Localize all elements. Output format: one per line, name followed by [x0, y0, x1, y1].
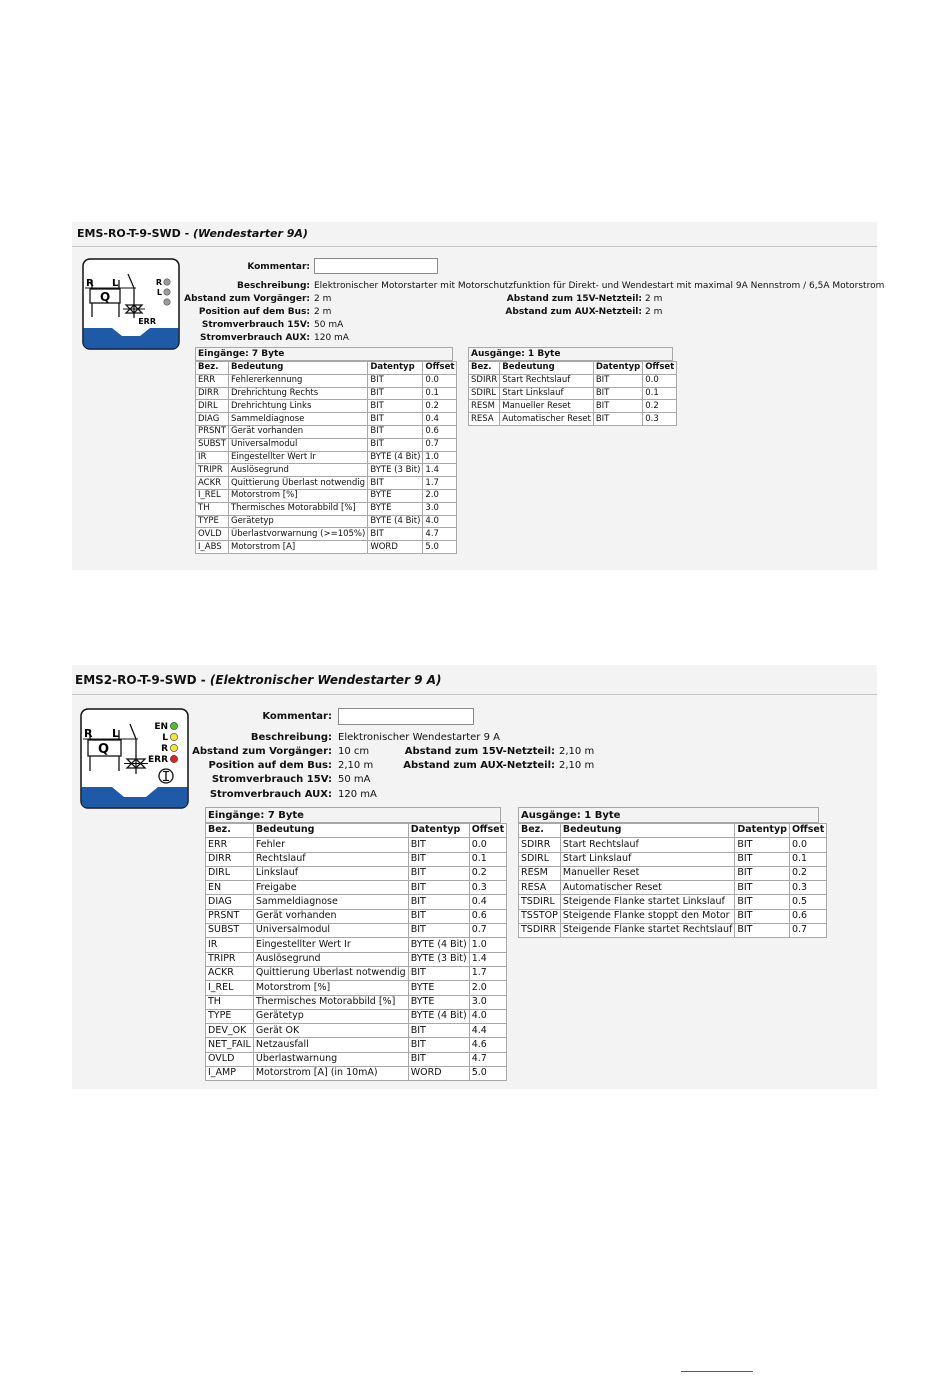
- datentyp-cell: BYTE (3 Bit): [368, 464, 423, 477]
- datentyp-cell: BIT: [408, 1052, 469, 1066]
- table-row: [469, 400, 677, 413]
- svg-text:L: L: [112, 727, 120, 740]
- datentyp-cell: BIT: [368, 528, 423, 541]
- bedeutung-cell: Automatischer Reset: [560, 881, 734, 895]
- strom-aux-value: 120 mA: [314, 333, 349, 343]
- bez-cell: TYPE: [196, 515, 229, 528]
- col-bez-header: Bez.: [519, 824, 561, 838]
- datentyp-cell: BIT: [368, 413, 423, 426]
- col-bedeutung-header: Bedeutung: [500, 362, 594, 375]
- col-bedeutung-header: Bedeutung: [560, 824, 734, 838]
- bedeutung-cell: Gerätetyp: [253, 1009, 408, 1023]
- datentyp-cell: WORD: [408, 1067, 469, 1081]
- bez-cell: EN: [206, 881, 254, 895]
- outputs-caption: Ausgänge: 1 Byte: [468, 347, 673, 361]
- bedeutung-cell: Thermisches Motorabbild [%]: [228, 502, 367, 515]
- datentyp-cell: BYTE: [368, 502, 423, 515]
- module-panel-ems-ro: EMS-RO-T-9-SWD - (Wendestarter 9A) R L Q ERR R L Kommentar: Beschreibung: Elektronischer Motorstarter mit Motorschutzfunktion für Direkt- und Wendestart mit maximal 9A Nennstrom / 6,5A Motorstrom Abstand zum Vorgänger: 2 m Position auf dem Bus: 2 m Stromverbrauch 15V: 50 mA Stromverbrauch AUX: 120 mA Abstand zum 15V-Netzteil: 2 m Abstand zum AUX-Netzteil: 2 m Eingänge: 7 Byte Bez. Bedeutung Datentyp Offset ERR Fehlererkennung BIT 0.0 DIRR Drehrichtung Rechts BIT 0.1 DIRL Drehrichtung Links BIT 0.2 DIAG Sammeldiagnose BIT 0.4 PRSNT Gerät vorhanden BIT 0.6 SUBST Universalmodul BIT 0.7 IR Eingestellter Wert Ir BYTE (4 Bit) 1.0 TRIPR Auslösegrund BYTE (3 Bit) 1.4 ACKR Quittierung Überlast notwendig BIT 1.7 I_REL Motorstrom [%] BYTE 2.0 TH Thermisches Motorabbild [%] BYTE 3.0 TYPE Gerätetyp BYTE (4 Bit) 4.0 OVLD Überlastvorwarnung (>=105%) BIT 4.7 I_ABS Motorstrom [A] WORD 5.0 Ausgänge: 1 Byte Bez. Bedeutung Datentyp Offset SDIRR Start Rechtslauf BIT 0.0 SDIRL Start Linkslauf BIT 0.1 RESM Manueller Reset BIT 0.2 RESA Automatischer Reset BIT 0.3: [72, 222, 877, 570]
- offset-cell: 0.5: [789, 895, 826, 909]
- bedeutung-cell: Netzausfall: [253, 1038, 408, 1052]
- bez-cell: NET_FAIL: [206, 1038, 254, 1052]
- table-row: [519, 838, 827, 852]
- kommentar-input[interactable]: [338, 708, 474, 725]
- datentyp-cell: BYTE (4 Bit): [368, 451, 423, 464]
- svg-text:Q: Q: [98, 742, 110, 757]
- col-bez-header: Bez.: [206, 824, 254, 838]
- datentyp-cell: BIT: [735, 838, 790, 852]
- module-name: EMS2-RO-T-9-SWD: [75, 673, 197, 687]
- title-separator: -: [180, 227, 194, 240]
- table-row: [196, 451, 457, 464]
- datentyp-cell: BIT: [368, 400, 423, 413]
- datentyp-cell: BIT: [408, 852, 469, 866]
- bez-cell: TH: [196, 502, 229, 515]
- datentyp-cell: BYTE: [408, 995, 469, 1009]
- bedeutung-cell: Motorstrom [A]: [228, 541, 367, 554]
- offset-cell: 1.4: [423, 464, 457, 477]
- module-title: [75, 673, 441, 687]
- bedeutung-cell: Manueller Reset: [560, 866, 734, 880]
- module-panel-ems2-ro: EMS2-RO-T-9-SWD - (Elektronischer Wendestarter 9 A) R L Q EN L R ERR Kommentar: Beschreibung: Elektronischer Wendestarter 9 A Abstand zum Vorgänger: 10 cm Position auf dem Bus: 2,10 m Stromverbrauch 15V: 50 mA Stromverbrauch AUX: 120 mA Abstand zum 15V-Netzteil: 2,10 m Abstand zum AUX-Netzteil: 2,10 m Eingänge: 7 Byte Bez. Bedeutung Datentyp Offset ERR Fehler BIT 0.0 DIRR Rechtslauf BIT 0.1 DIRL Linkslauf BIT 0.2 EN Freigabe BIT 0.3 DIAG Sammeldiagnose BIT 0.4 PRSNT Gerät vorhanden BIT 0.6 SUBST Universalmodul BIT 0.7 IR Eingestellter Wert Ir BYTE (4 Bit) 1.0 TRIPR Auslösegrund BYTE (3 Bit) 1.4 ACKR Quittierung Überlast notwendig BIT 1.7 I_REL Motorstrom [%] BYTE 2.0 TH Thermisches Motorabbild [%] BYTE 3.0 TYPE Gerätetyp BYTE (4 Bit) 4.0 DEV_OK Gerät OK BIT 4.4 NET_FAIL Netzausfall BIT 4.6 OVLD Überlastwarnung BIT 4.7 I_AMP Motorstrom [A] (in 10mA) WORD 5.0 Ausgänge: 1 Byte Bez. Bedeutung Datentyp Offset SDIRR Start Rechtslauf BIT 0.0 SDIRL Start Linkslauf BIT 0.1 RESM Manueller Reset BIT 0.2 RESA Automatischer Reset BIT 0.3 TSDIRL Steigende Flanke startet Linkslauf BIT 0.5 TSSTOP Steigende Flanke stoppt den Motor BIT 0.6 TSDIRR Steigende Flanke startet Rechtslauf BIT 0.7: [72, 665, 877, 1089]
- offset-cell: 4.0: [423, 515, 457, 528]
- bedeutung-cell: Quittierung Überlast notwendig: [228, 477, 367, 490]
- table-row: [206, 881, 507, 895]
- offset-cell: 0.7: [789, 924, 826, 938]
- svg-text:R: R: [84, 727, 93, 740]
- datentyp-cell: BIT: [408, 924, 469, 938]
- motor-starter-reversing-icon: [80, 708, 189, 809]
- table-row: [196, 374, 457, 387]
- bedeutung-cell: Motorstrom [A] (in 10mA): [253, 1067, 408, 1081]
- offset-cell: 5.0: [469, 1067, 506, 1081]
- offset-cell: 4.7: [469, 1052, 506, 1066]
- bez-cell: OVLD: [206, 1052, 254, 1066]
- offset-cell: 0.7: [469, 924, 506, 938]
- table-row: [196, 489, 457, 502]
- offset-cell: 0.0: [469, 838, 506, 852]
- datentyp-cell: BIT: [408, 966, 469, 980]
- bez-cell: DIAG: [196, 413, 229, 426]
- datentyp-cell: BYTE (3 Bit): [408, 952, 469, 966]
- position-bus-value: 2 m: [314, 307, 332, 317]
- col-bez-header: Bez.: [196, 362, 229, 375]
- datentyp-cell: BIT: [368, 425, 423, 438]
- datentyp-cell: BIT: [408, 866, 469, 880]
- offset-cell: 0.2: [423, 400, 457, 413]
- bedeutung-cell: Motorstrom [%]: [253, 981, 408, 995]
- title-divider: [72, 694, 877, 695]
- datentyp-cell: BIT: [735, 909, 790, 923]
- col-offset-header: Offset: [789, 824, 826, 838]
- bedeutung-cell: Linkslauf: [253, 866, 408, 880]
- col-offset-header: Offset: [423, 362, 457, 375]
- bedeutung-cell: Freigabe: [253, 881, 408, 895]
- col-bez-header: Bez.: [469, 362, 500, 375]
- bez-cell: TSDIRR: [519, 924, 561, 938]
- table-row: [519, 866, 827, 880]
- table-row: [206, 1052, 507, 1066]
- datentyp-cell: BIT: [408, 881, 469, 895]
- bez-cell: ACKR: [196, 477, 229, 490]
- module-subtitle: (Elektronischer Wendestarter 9 A): [209, 673, 442, 687]
- table-row: [469, 387, 677, 400]
- offset-cell: 3.0: [423, 502, 457, 515]
- bedeutung-cell: Start Linkslauf: [500, 387, 594, 400]
- bez-cell: TRIPR: [206, 952, 254, 966]
- module-subtitle: (Wendestarter 9A): [193, 227, 308, 240]
- datentyp-cell: BIT: [593, 374, 642, 387]
- datentyp-cell: BIT: [408, 1038, 469, 1052]
- table-row: [206, 981, 507, 995]
- svg-text:L: L: [156, 288, 162, 297]
- bez-cell: SDIRL: [469, 387, 500, 400]
- bez-cell: TH: [206, 995, 254, 1009]
- offset-cell: 0.1: [643, 387, 677, 400]
- offset-cell: 0.7: [423, 438, 457, 451]
- datentyp-cell: BIT: [735, 852, 790, 866]
- datentyp-cell: BIT: [735, 866, 790, 880]
- datentyp-cell: BIT: [735, 895, 790, 909]
- bez-cell: I_REL: [196, 489, 229, 502]
- bez-cell: RESM: [519, 866, 561, 880]
- bedeutung-cell: Überlastvorwarnung (>=105%): [228, 528, 367, 541]
- bedeutung-cell: Rechtslauf: [253, 852, 408, 866]
- bez-cell: DIRL: [196, 400, 229, 413]
- bez-cell: PRSNT: [196, 425, 229, 438]
- col-datentyp-header: Datentyp: [735, 824, 790, 838]
- svg-text:L: L: [112, 278, 119, 289]
- inputs-caption: Eingänge: 7 Byte: [195, 347, 453, 361]
- title-divider: [72, 246, 877, 247]
- offset-cell: 0.6: [469, 909, 506, 923]
- bedeutung-cell: Eingestellter Wert Ir: [228, 451, 367, 464]
- table-row: [196, 413, 457, 426]
- offset-cell: 0.1: [423, 387, 457, 400]
- datentyp-cell: BIT: [368, 387, 423, 400]
- offset-cell: 1.7: [469, 966, 506, 980]
- datentyp-cell: BIT: [408, 1024, 469, 1038]
- table-row: [196, 502, 457, 515]
- bez-cell: I_REL: [206, 981, 254, 995]
- table-row: [196, 528, 457, 541]
- inputs-table: [205, 807, 505, 1081]
- offset-cell: 0.1: [469, 852, 506, 866]
- datentyp-cell: BYTE (4 Bit): [408, 1009, 469, 1023]
- offset-cell: 0.2: [789, 866, 826, 880]
- bedeutung-cell: Motorstrom [%]: [228, 489, 367, 502]
- bez-cell: OVLD: [196, 528, 229, 541]
- offset-cell: 0.3: [469, 881, 506, 895]
- datentyp-cell: BIT: [368, 438, 423, 451]
- bedeutung-cell: Gerätetyp: [228, 515, 367, 528]
- inputs-grid: [195, 361, 457, 554]
- abstand-vorgaenger-value: 2 m: [314, 294, 332, 304]
- table-row: [206, 1038, 507, 1052]
- bedeutung-cell: Start Linkslauf: [560, 852, 734, 866]
- bez-cell: RESA: [469, 413, 500, 426]
- offset-cell: 0.3: [643, 413, 677, 426]
- col-offset-header: Offset: [643, 362, 677, 375]
- offset-cell: 0.0: [423, 374, 457, 387]
- svg-text:R: R: [86, 278, 94, 289]
- table-row: [206, 995, 507, 1009]
- bedeutung-cell: Quittierung Überlast notwendig: [253, 966, 408, 980]
- bez-cell: DEV_OK: [206, 1024, 254, 1038]
- bez-cell: TRIPR: [196, 464, 229, 477]
- datentyp-cell: BIT: [368, 477, 423, 490]
- table-row: [206, 966, 507, 980]
- outputs-table: [468, 347, 673, 426]
- table-row: [206, 1067, 507, 1081]
- bedeutung-cell: Universalmodul: [253, 924, 408, 938]
- bez-cell: SUBST: [206, 924, 254, 938]
- strom-15v-value: 50 mA: [338, 774, 371, 785]
- bedeutung-cell: Gerät vorhanden: [228, 425, 367, 438]
- bez-cell: DIRL: [206, 866, 254, 880]
- offset-cell: 1.0: [469, 938, 506, 952]
- datentyp-cell: BIT: [408, 909, 469, 923]
- svg-text:ERR: ERR: [138, 317, 156, 326]
- bedeutung-cell: Sammeldiagnose: [253, 895, 408, 909]
- outputs-grid: [468, 361, 677, 426]
- table-row: [196, 387, 457, 400]
- svg-text:L: L: [162, 733, 168, 743]
- bedeutung-cell: Auslösegrund: [253, 952, 408, 966]
- offset-cell: 0.4: [469, 895, 506, 909]
- offset-cell: 1.7: [423, 477, 457, 490]
- table-row: [206, 852, 507, 866]
- table-row: [206, 866, 507, 880]
- bedeutung-cell: Drehrichtung Rechts: [228, 387, 367, 400]
- table-row: [519, 895, 827, 909]
- col-datentyp-header: Datentyp: [408, 824, 469, 838]
- bez-cell: I_ABS: [196, 541, 229, 554]
- bez-cell: PRSNT: [206, 909, 254, 923]
- table-row: [206, 895, 507, 909]
- strom-15v-value: 50 mA: [314, 320, 344, 330]
- datentyp-cell: BYTE (4 Bit): [408, 938, 469, 952]
- svg-text:Q: Q: [100, 290, 111, 304]
- table-row: [206, 909, 507, 923]
- table-row: [196, 464, 457, 477]
- offset-cell: 0.6: [789, 909, 826, 923]
- footer-link-underline[interactable]: [681, 1371, 753, 1372]
- outputs-grid: [518, 823, 827, 938]
- datentyp-cell: BYTE (4 Bit): [368, 515, 423, 528]
- table-row: [206, 838, 507, 852]
- bedeutung-cell: Auslösegrund: [228, 464, 367, 477]
- datentyp-cell: BYTE: [408, 981, 469, 995]
- table-row: [196, 425, 457, 438]
- module-title: [77, 227, 308, 240]
- offset-cell: 4.7: [423, 528, 457, 541]
- offset-cell: 0.3: [789, 881, 826, 895]
- svg-text:R: R: [161, 744, 168, 754]
- bedeutung-cell: Gerät OK: [253, 1024, 408, 1038]
- bedeutung-cell: Start Rechtslauf: [560, 838, 734, 852]
- offset-cell: 1.4: [469, 952, 506, 966]
- datentyp-cell: BIT: [593, 413, 642, 426]
- bez-cell: DIRR: [196, 387, 229, 400]
- bedeutung-cell: Start Rechtslauf: [500, 374, 594, 387]
- bez-cell: SDIRL: [519, 852, 561, 866]
- col-datentyp-header: Datentyp: [593, 362, 642, 375]
- bez-cell: SDIRR: [469, 374, 500, 387]
- table-row: [196, 541, 457, 554]
- offset-cell: 0.2: [643, 400, 677, 413]
- offset-cell: 2.0: [469, 981, 506, 995]
- bez-cell: TSSTOP: [519, 909, 561, 923]
- bedeutung-cell: Steigende Flanke startet Linkslauf: [560, 895, 734, 909]
- datentyp-cell: BIT: [408, 838, 469, 852]
- offset-cell: 5.0: [423, 541, 457, 554]
- bez-cell: SUBST: [196, 438, 229, 451]
- abstand-aux-value: 2 m: [645, 307, 663, 317]
- beschreibung-value: Elektronischer Wendestarter 9 A: [338, 732, 500, 743]
- abstand-aux-value: 2,10 m: [559, 760, 595, 771]
- offset-cell: 0.4: [423, 413, 457, 426]
- bedeutung-cell: Überlastwarnung: [253, 1052, 408, 1066]
- position-bus-value: 2,10 m: [338, 760, 374, 771]
- offset-cell: 4.6: [469, 1038, 506, 1052]
- outputs-table: [518, 807, 825, 938]
- module-name: EMS-RO-T-9-SWD: [77, 227, 181, 240]
- table-row: [519, 852, 827, 866]
- table-row: [469, 413, 677, 426]
- datentyp-cell: BIT: [735, 924, 790, 938]
- svg-text:ERR: ERR: [147, 755, 168, 765]
- bedeutung-cell: Steigende Flanke stoppt den Motor: [560, 909, 734, 923]
- abstand-vorgaenger-value: 10 cm: [338, 746, 370, 757]
- inputs-caption: Eingänge: 7 Byte: [205, 807, 501, 823]
- bedeutung-cell: Thermisches Motorabbild [%]: [253, 995, 408, 1009]
- offset-cell: 0.2: [469, 866, 506, 880]
- table-row: [519, 909, 827, 923]
- bez-cell: DIAG: [206, 895, 254, 909]
- offset-cell: 3.0: [469, 995, 506, 1009]
- table-row: [206, 1009, 507, 1023]
- table-row: [196, 477, 457, 490]
- table-row: [206, 1024, 507, 1038]
- outputs-caption: Ausgänge: 1 Byte: [518, 807, 819, 823]
- datentyp-cell: BIT: [735, 881, 790, 895]
- datentyp-cell: BIT: [593, 387, 642, 400]
- bez-cell: IR: [196, 451, 229, 464]
- bez-cell: RESM: [469, 400, 500, 413]
- bedeutung-cell: Universalmodul: [228, 438, 367, 451]
- bez-cell: DIRR: [206, 852, 254, 866]
- bez-cell: ERR: [206, 838, 254, 852]
- bedeutung-cell: Fehler: [253, 838, 408, 852]
- bez-cell: TYPE: [206, 1009, 254, 1023]
- datentyp-cell: BIT: [593, 400, 642, 413]
- table-row: [206, 938, 507, 952]
- svg-text:EN: EN: [154, 722, 168, 732]
- bedeutung-cell: Fehlererkennung: [228, 374, 367, 387]
- bedeutung-cell: Drehrichtung Links: [228, 400, 367, 413]
- offset-cell: 4.0: [469, 1009, 506, 1023]
- inputs-grid: [205, 823, 507, 1081]
- offset-cell: 0.6: [423, 425, 457, 438]
- bedeutung-cell: Steigende Flanke startet Rechtslauf: [560, 924, 734, 938]
- bez-cell: ACKR: [206, 966, 254, 980]
- bez-cell: I_AMP: [206, 1067, 254, 1081]
- datentyp-cell: WORD: [368, 541, 423, 554]
- title-separator: -: [196, 673, 210, 687]
- svg-text:R: R: [155, 278, 162, 287]
- table-row: [206, 952, 507, 966]
- col-datentyp-header: Datentyp: [368, 362, 423, 375]
- offset-cell: 0.0: [789, 838, 826, 852]
- abstand-15v-value: 2 m: [645, 294, 663, 304]
- col-bedeutung-header: Bedeutung: [228, 362, 367, 375]
- datentyp-cell: BYTE: [368, 489, 423, 502]
- strom-aux-value: 120 mA: [338, 789, 377, 800]
- motor-starter-reversing-icon: [82, 258, 180, 350]
- offset-cell: 2.0: [423, 489, 457, 502]
- bedeutung-cell: Eingestellter Wert Ir: [253, 938, 408, 952]
- table-row: [196, 400, 457, 413]
- abstand-15v-value: 2,10 m: [559, 746, 595, 757]
- bez-cell: SDIRR: [519, 838, 561, 852]
- col-offset-header: Offset: [469, 824, 506, 838]
- bez-cell: ERR: [196, 374, 229, 387]
- col-bedeutung-header: Bedeutung: [253, 824, 408, 838]
- bedeutung-cell: Automatischer Reset: [500, 413, 594, 426]
- bez-cell: IR: [206, 938, 254, 952]
- datentyp-cell: BIT: [408, 895, 469, 909]
- datentyp-cell: BIT: [368, 374, 423, 387]
- offset-cell: 4.4: [469, 1024, 506, 1038]
- bedeutung-cell: Manueller Reset: [500, 400, 594, 413]
- kommentar-input[interactable]: [314, 258, 438, 274]
- bedeutung-cell: Gerät vorhanden: [253, 909, 408, 923]
- offset-cell: 0.1: [789, 852, 826, 866]
- table-row: [196, 515, 457, 528]
- table-row: [206, 924, 507, 938]
- table-row: [519, 924, 827, 938]
- offset-cell: 0.0: [643, 374, 677, 387]
- bez-cell: TSDIRL: [519, 895, 561, 909]
- table-row: [196, 438, 457, 451]
- offset-cell: 1.0: [423, 451, 457, 464]
- table-row: [469, 374, 677, 387]
- beschreibung-value: Elektronischer Motorstarter mit Motorschutzfunktion für Direkt- und Wendestart mit maximal 9A Nennstrom / 6,5A Motorstrom: [314, 281, 885, 291]
- bez-cell: RESA: [519, 881, 561, 895]
- bedeutung-cell: Sammeldiagnose: [228, 413, 367, 426]
- inputs-table: [195, 347, 453, 554]
- table-row: [519, 881, 827, 895]
